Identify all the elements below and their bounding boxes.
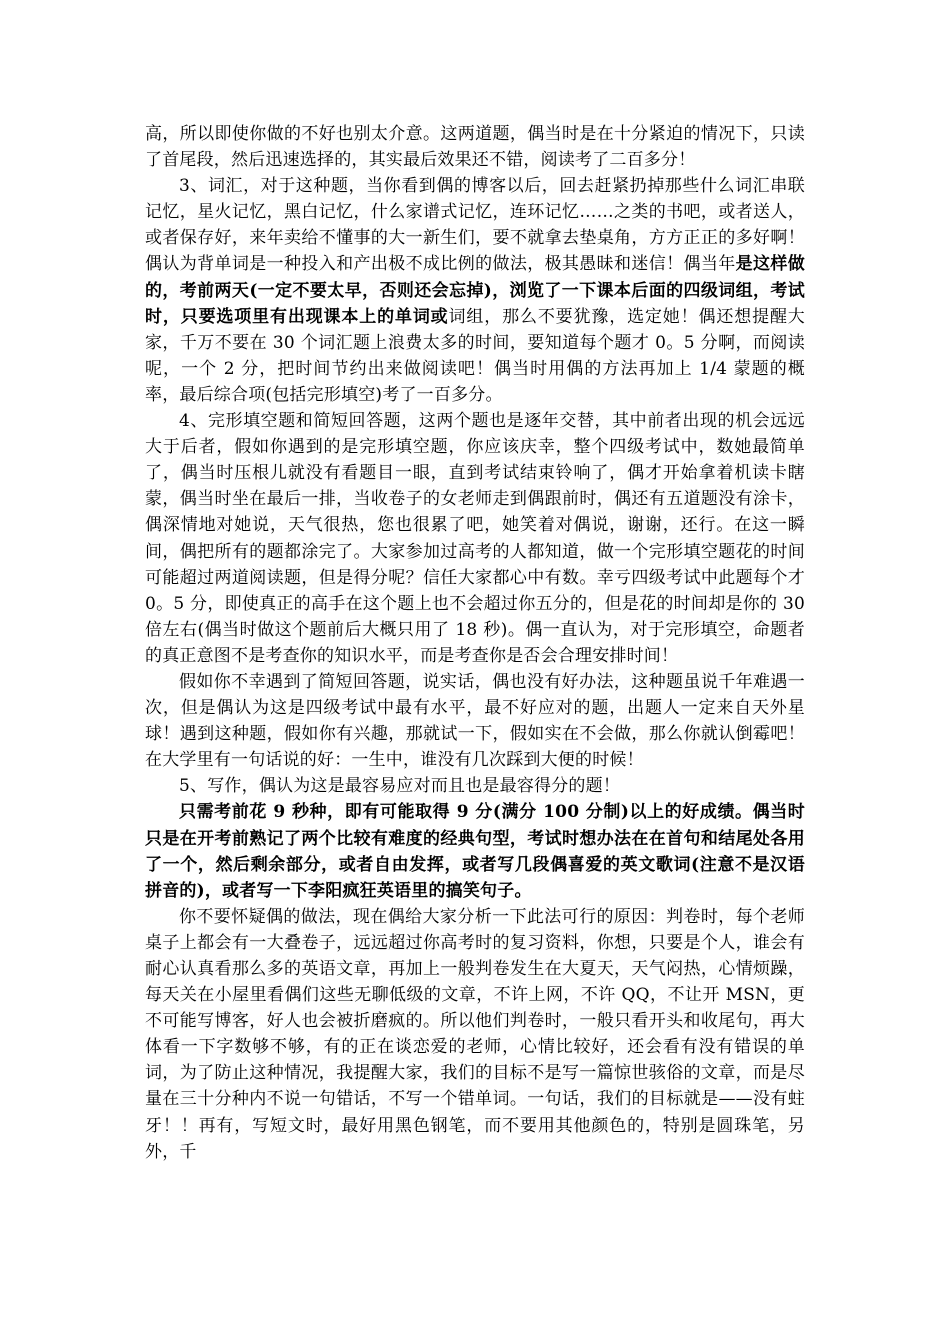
- paragraph-text: 词组，那么不要犹豫，选定她！偶还想提醒大家，千万不要在 30 个词汇题上浪费太多的时间，要知道每个题才 0。5 分啊，而阅读呢，一个 2 分，把时间节约出来做阅读吧！偶当时用偶的方法再加上 1/4 蒙题的概率，最后综合项(包括完形填空)考了一百多分。: [145, 306, 805, 405]
- paragraph-text: 假如你不幸遇到了简短回答题，说实话，偶也没有好办法，这种题虽说千年难遇一次，但是偶认为这是四级考试中最有水平，最不好应对的题，出题人一定来自天外星球！遇到这种题，假如你有兴趣，那就试一下，假如实在不会做，那么你就认倒霉吧！在大学里有一句话说的好：一生中，谁没有几次踩到大便的时候！: [145, 671, 805, 771]
- paragraph-writing-heading: [145, 773, 805, 799]
- paragraph-bold-text: 是这样做的，考前两天(一定不要太早，否则还会忘掉)，浏览了一下课本后面的四级词组，考试时，只要选项里有出现课本上的单词或: [145, 254, 805, 327]
- paragraph-short-answer: [145, 669, 805, 773]
- document-page: [145, 121, 805, 1165]
- paragraph-bold-text: 只需考前花 9 秒种，即有可能取得 9 分(满分 100 分制)以上的好成绩。偶当时只是在开考前熟记了两个比较有难度的经典句型，考试时想办法在在首句和结尾处各用了一个，然后剩余部分，或者自由发挥，或者写几段偶喜爱的英文歌词(注意不是汉语拼音的)，或者写一下李阳疯狂英语里的搞笑句子。: [145, 802, 805, 901]
- paragraph-text: 3、词汇，对于这种题，当你看到偶的博客以后，回去赶紧扔掉那些什么词汇串联记忆，星火记忆，黑白记忆，什么家谱式记忆，连环记忆……之类的书吧，或者送人，或者保存好，来年卖给不懂事的大一新生们，要不就拿去垫桌角，方方正正的多好啊！偶认为背单词是一种投入和产出极不成比例的做法，极其愚昧和迷信！偶当年: [145, 176, 805, 275]
- paragraph-text: 5、写作，偶认为这是最容易应对而且也是最容得分的题！: [179, 776, 621, 797]
- paragraph-reading-end: [145, 121, 805, 173]
- paragraph-writing-tip: [145, 799, 805, 903]
- paragraph-text: 你不要怀疑偶的做法，现在偶给大家分析一下此法可行的原因：判卷时，每个老师桌子上都会有一大叠卷子，远远超过你高考时的复习资料，你想，只要是个人，谁会有耐心认真看那么多的英语文章，再加上一般判卷发生在大夏天，天气闷热，心情烦躁，每天关在小屋里看偶们这些无聊低级的文章，不许上网，不许 QQ，不让开 MSN，更不可能写博客，好人也会被折磨疯的。所以他们判卷时，一般只看开头和收尾句，再大体看一下字数够不够，有的正在谈恋爱的老师，心情比较好，还会看有没有错误的单词，为了防止这种情况，我提醒大家，我们的目标不是写一篇惊世骇俗的文章，而是尽量在三十分种内不说一句错话，不写一个错单词。一句话，我们的目标就是——没有蛀牙！！再有，写短文时，最好用黑色钢笔，而不要用其他颜色的，特别是圆珠笔，另外，千: [145, 906, 805, 1162]
- paragraph-text: 4、完形填空题和简短回答题，这两个题也是逐年交替，其中前者出现的机会远远大于后者，假如你遇到的是完形填空题，你应该庆幸，整个四级考试中，数她最简单了，偶当时压根儿就没有看题目一眼，直到考试结束铃响了，偶才开始拿着机读卡瞎蒙，偶当时坐在最后一排，当收卷子的女老师走到偶跟前时，偶还有五道题没有涂卡，偶深情地对她说，天气很热，您也很累了吧，她笑着对偶说，谢谢，还行。在这一瞬间，偶把所有的题都涂完了。大家参加过高考的人都知道，做一个完形填空题花的时间可能超过两道阅读题，但是得分呢？信任大家都心中有数。幸亏四级考试中此题每个才 0。5 分，即使真正的高手在这个题上也不会超过你五分的，但是花的时间却是你的 30 倍左右(偶当时做这个题前后大概只用了 18 秒)。偶一直认为，对于完形填空，命题者的真正意图不是考查你的知识水平，而是考查你是否会合理安排时间！: [145, 411, 805, 666]
- paragraph-cloze: [145, 408, 805, 669]
- paragraph-vocabulary: [145, 173, 805, 408]
- paragraph-text: 高，所以即使你做的不好也别太介意。这两道题，偶当时是在十分紧迫的情况下，只读了首尾段，然后迅速选择的，其实最后效果还不错，阅读考了二百多分！: [145, 124, 805, 171]
- paragraph-writing-analysis: [145, 904, 805, 1165]
